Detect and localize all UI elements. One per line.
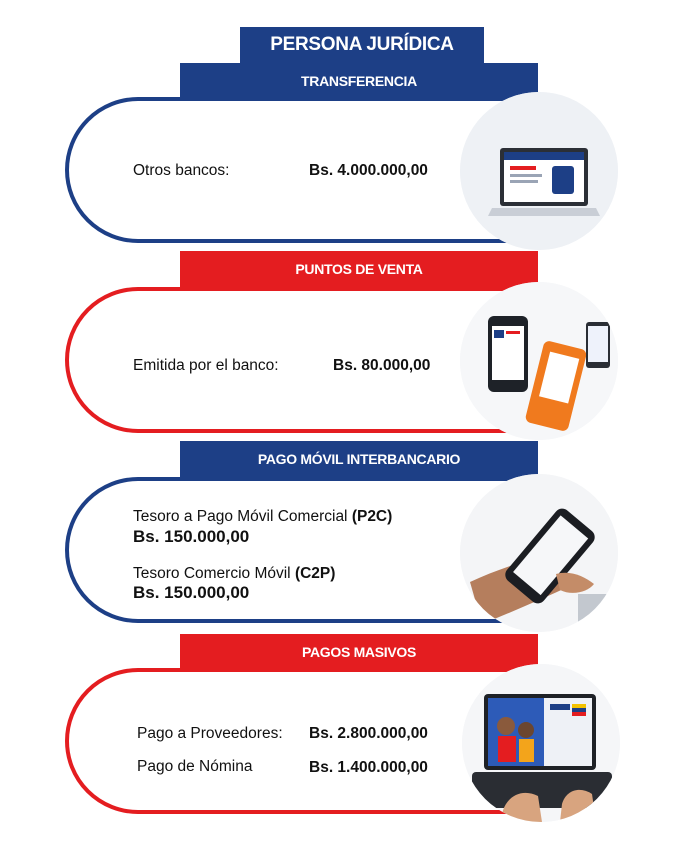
row-p2c [133,508,392,526]
row-amount: Bs. 80.000,00 [333,357,431,374]
section-header-transferencia: TRANSFERENCIA [180,63,538,99]
pos-terminal-icon [460,282,618,440]
page-title: PERSONA JURÍDICA [240,27,484,63]
row-code: (C2P) [294,565,336,582]
section-header-puntos-de-venta: PUNTOS DE VENTA [180,251,538,287]
row-label: Otros bancos: [133,162,230,179]
section-header-pagos-masivos: PAGOS MASIVOS [180,634,538,670]
row-amount: Bs. 150.000,00 [133,527,250,546]
row-label: Tesoro Comercio Móvil [133,565,295,582]
row-code: (P2C) [351,508,393,525]
row-amount: Bs. 1.400.000,00 [309,759,428,776]
row-amount: Bs. 2.800.000,00 [309,725,428,742]
row-label: Emitida por el banco: [133,357,279,374]
smartphone-hand-icon [460,474,618,632]
row-label: Tesoro a Pago Móvil Comercial [133,508,352,525]
laptop-icon [460,92,618,250]
section-header-pago-movil: PAGO MÓVIL INTERBANCARIO [180,441,538,477]
row-amount: Bs. 4.000.000,00 [309,162,428,179]
row-label: Pago de Nómina [137,758,253,775]
row-c2p [133,565,335,583]
row-label: Pago a Proveedores: [137,725,283,742]
row-amount: Bs. 150.000,00 [133,583,250,602]
laptop-typing-icon [462,664,620,822]
